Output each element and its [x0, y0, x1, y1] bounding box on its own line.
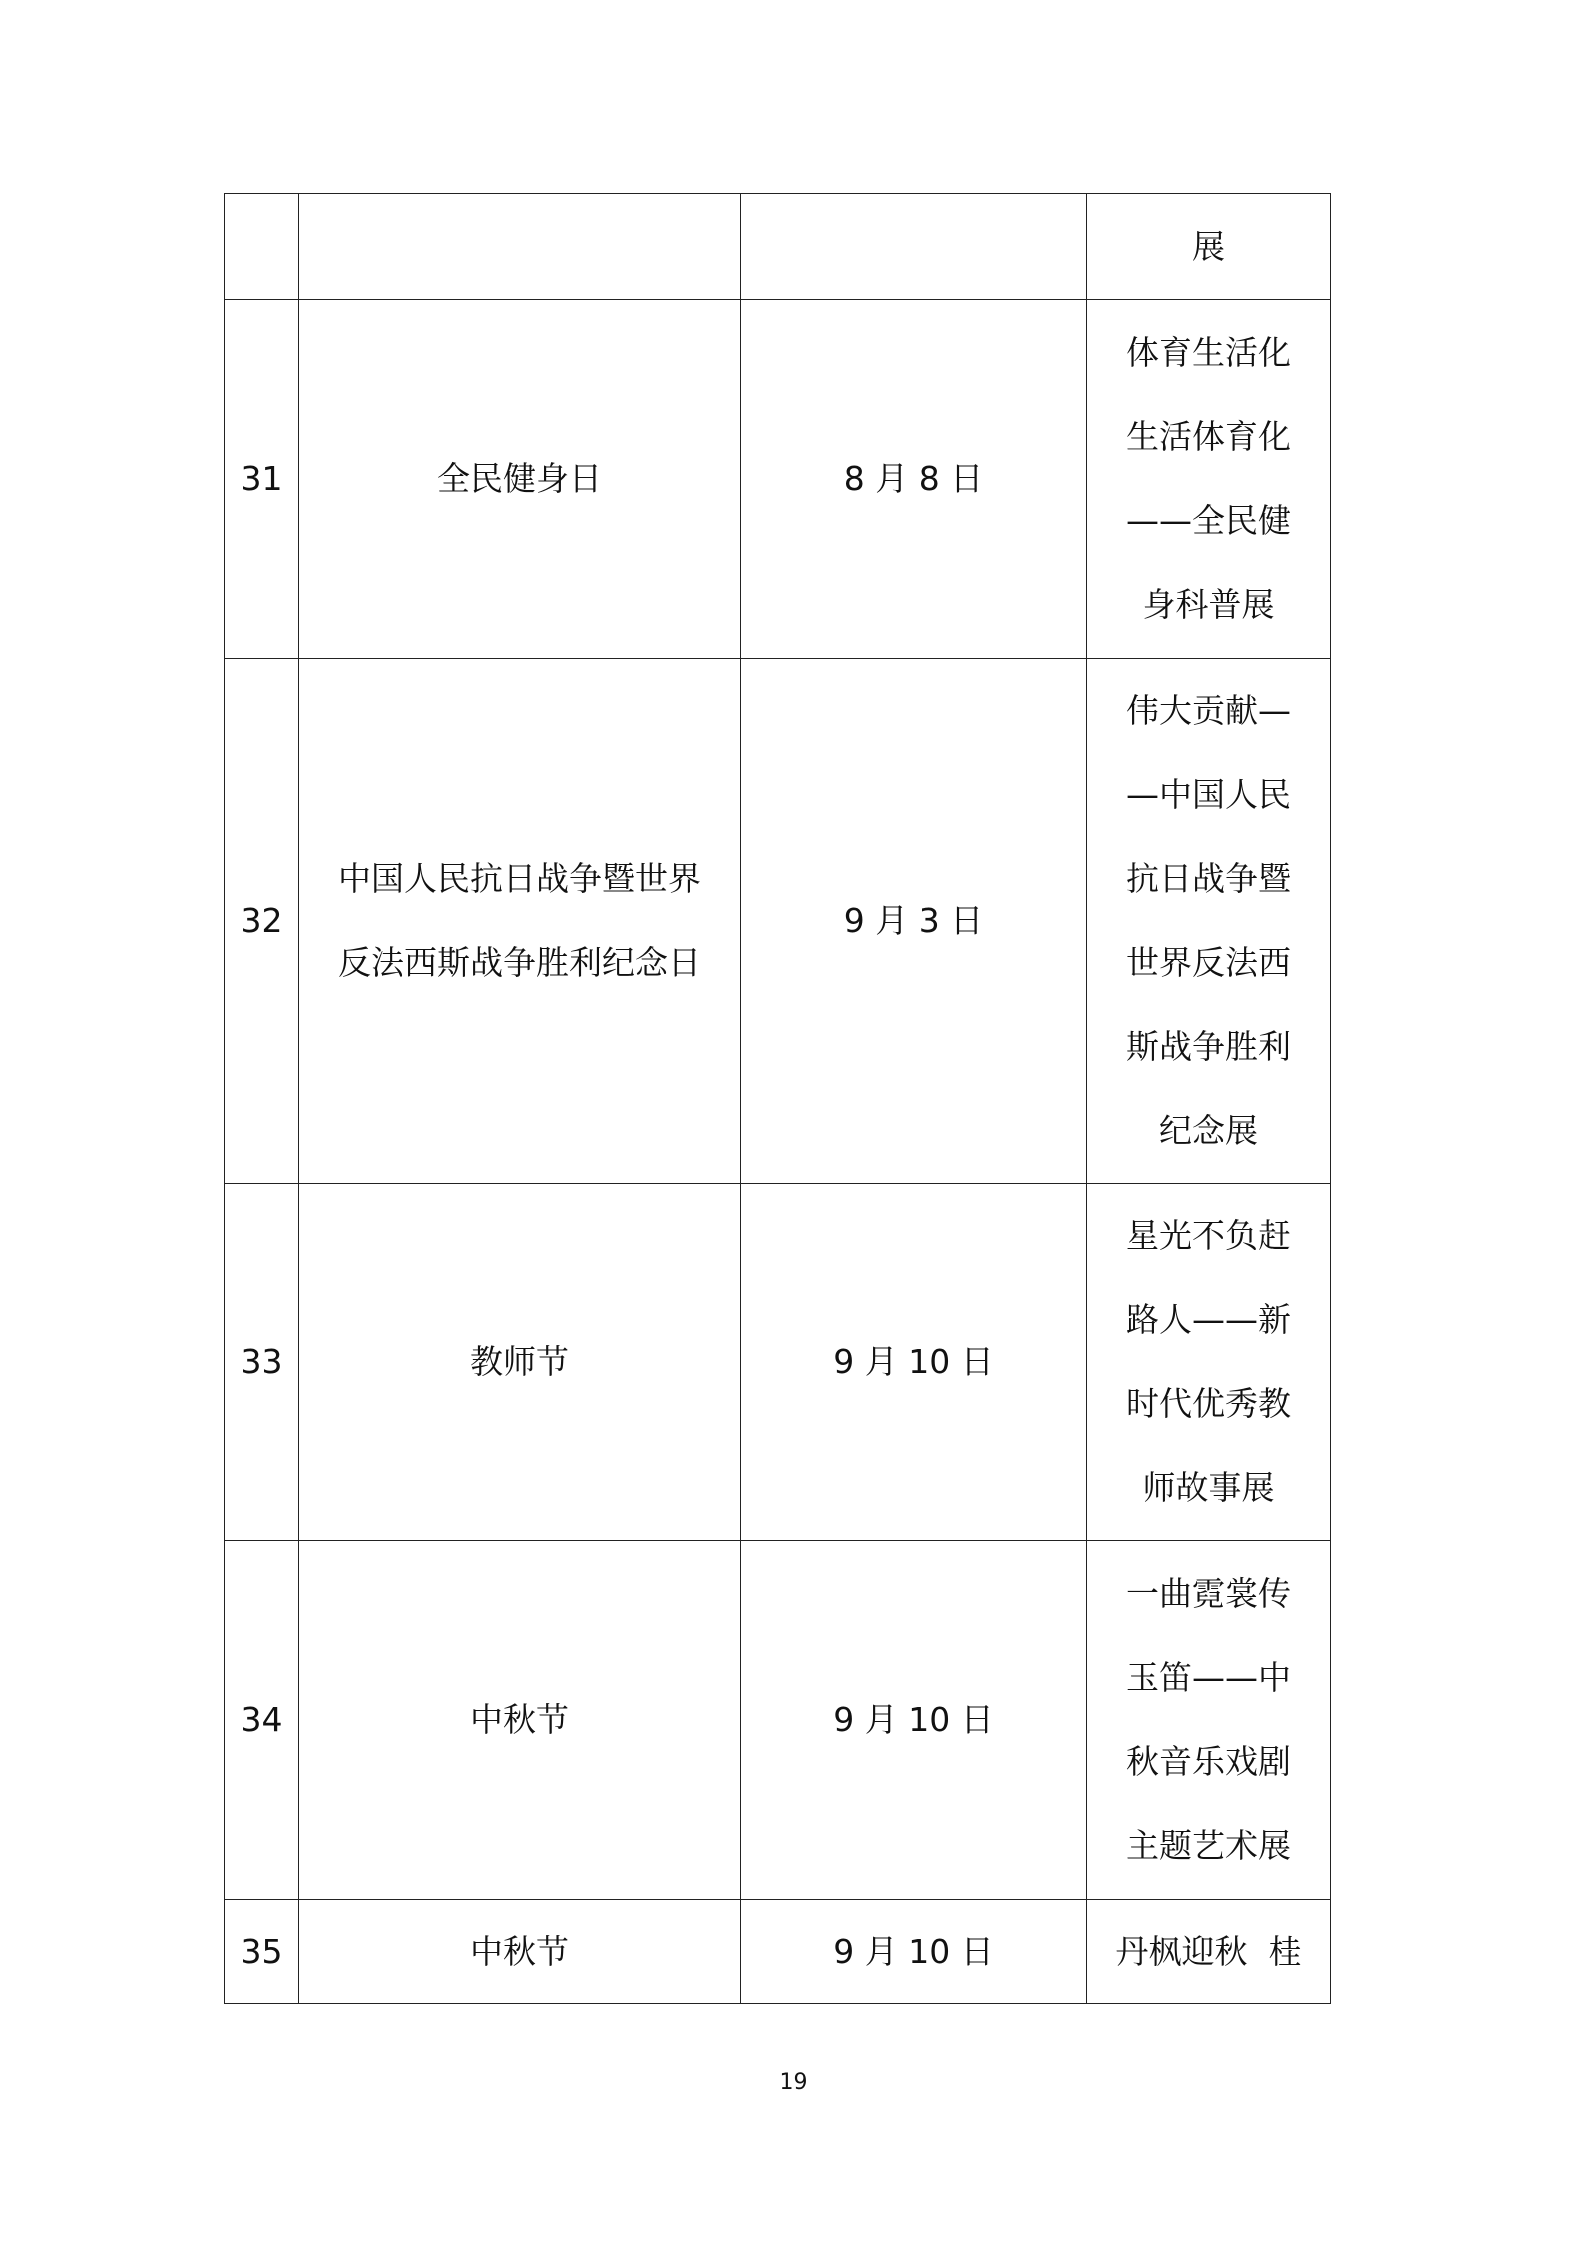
exhibition-title — [1087, 1184, 1331, 1541]
table-row — [225, 300, 1331, 659]
exhibition-line: 主题艺术展 — [1126, 1826, 1291, 1865]
exhibition-title — [1087, 300, 1331, 659]
holiday-name-line: 全民健身日 — [437, 459, 602, 498]
exhibition-line: 展 — [1192, 226, 1225, 266]
holiday-exhibition-table — [224, 193, 1331, 2004]
holiday-date: 9 月 3 日 — [741, 659, 1087, 1184]
holiday-name-line: 教师节 — [470, 1342, 569, 1381]
exhibition-line: 玉笛——中 — [1126, 1658, 1291, 1697]
exhibition-line: 星光不负赶 — [1126, 1216, 1291, 1255]
holiday-date — [741, 194, 1087, 300]
table-row — [225, 194, 1331, 300]
exhibition-line: 斯战争胜利 — [1126, 1027, 1291, 1066]
holiday-date: 8 月 8 日 — [741, 300, 1087, 659]
holiday-name-line: 中秋节 — [470, 1931, 569, 1971]
row-number: 33 — [225, 1184, 299, 1541]
exhibition-line: 纪念展 — [1159, 1111, 1258, 1150]
row-number: 32 — [225, 659, 299, 1184]
exhibition-line: 一曲霓裳传 — [1126, 1574, 1291, 1613]
exhibition-line: 秋音乐戏剧 — [1126, 1742, 1291, 1781]
exhibition-line: 身科普展 — [1142, 585, 1275, 624]
table-row — [225, 1900, 1331, 2004]
table-row — [225, 659, 1331, 1184]
table-row — [225, 1184, 1331, 1541]
exhibition-title — [1087, 194, 1331, 300]
exhibition-line: 丹枫迎秋 桂 — [1115, 1931, 1302, 1971]
holiday-name-line: 中国人民抗日战争暨世界 — [338, 859, 701, 898]
holiday-name-line: 反法西斯战争胜利纪念日 — [338, 943, 701, 982]
exhibition-line: —中国人民 — [1126, 775, 1291, 814]
exhibition-title — [1087, 659, 1331, 1184]
holiday-name — [299, 194, 741, 300]
holiday-name — [299, 1900, 741, 2004]
exhibition-title — [1087, 1900, 1331, 2004]
holiday-name — [299, 1541, 741, 1900]
page-number: 19 — [779, 2070, 808, 2095]
row-number: 31 — [225, 300, 299, 659]
exhibition-line: 师故事展 — [1142, 1468, 1275, 1507]
holiday-date: 9 月 10 日 — [741, 1184, 1087, 1541]
holiday-name — [299, 300, 741, 659]
holiday-date: 9 月 10 日 — [741, 1541, 1087, 1900]
exhibition-title — [1087, 1541, 1331, 1900]
exhibition-line: 时代优秀教 — [1126, 1384, 1291, 1423]
holiday-date: 9 月 10 日 — [741, 1900, 1087, 2004]
exhibition-line: 生活体育化 — [1126, 417, 1291, 456]
exhibition-line: 路人——新 — [1126, 1300, 1291, 1339]
holiday-name — [299, 1184, 741, 1541]
row-number — [225, 194, 299, 300]
exhibition-line: 世界反法西 — [1126, 943, 1291, 982]
row-number: 34 — [225, 1541, 299, 1900]
holiday-name-line: 中秋节 — [470, 1700, 569, 1739]
table-row — [225, 1541, 1331, 1900]
row-number: 35 — [225, 1900, 299, 2004]
exhibition-line: 抗日战争暨 — [1126, 859, 1291, 898]
exhibition-line: 伟大贡献— — [1126, 691, 1291, 730]
exhibition-line: 体育生活化 — [1126, 333, 1291, 372]
holiday-name — [299, 659, 741, 1184]
exhibition-line: ——全民健 — [1126, 501, 1291, 540]
